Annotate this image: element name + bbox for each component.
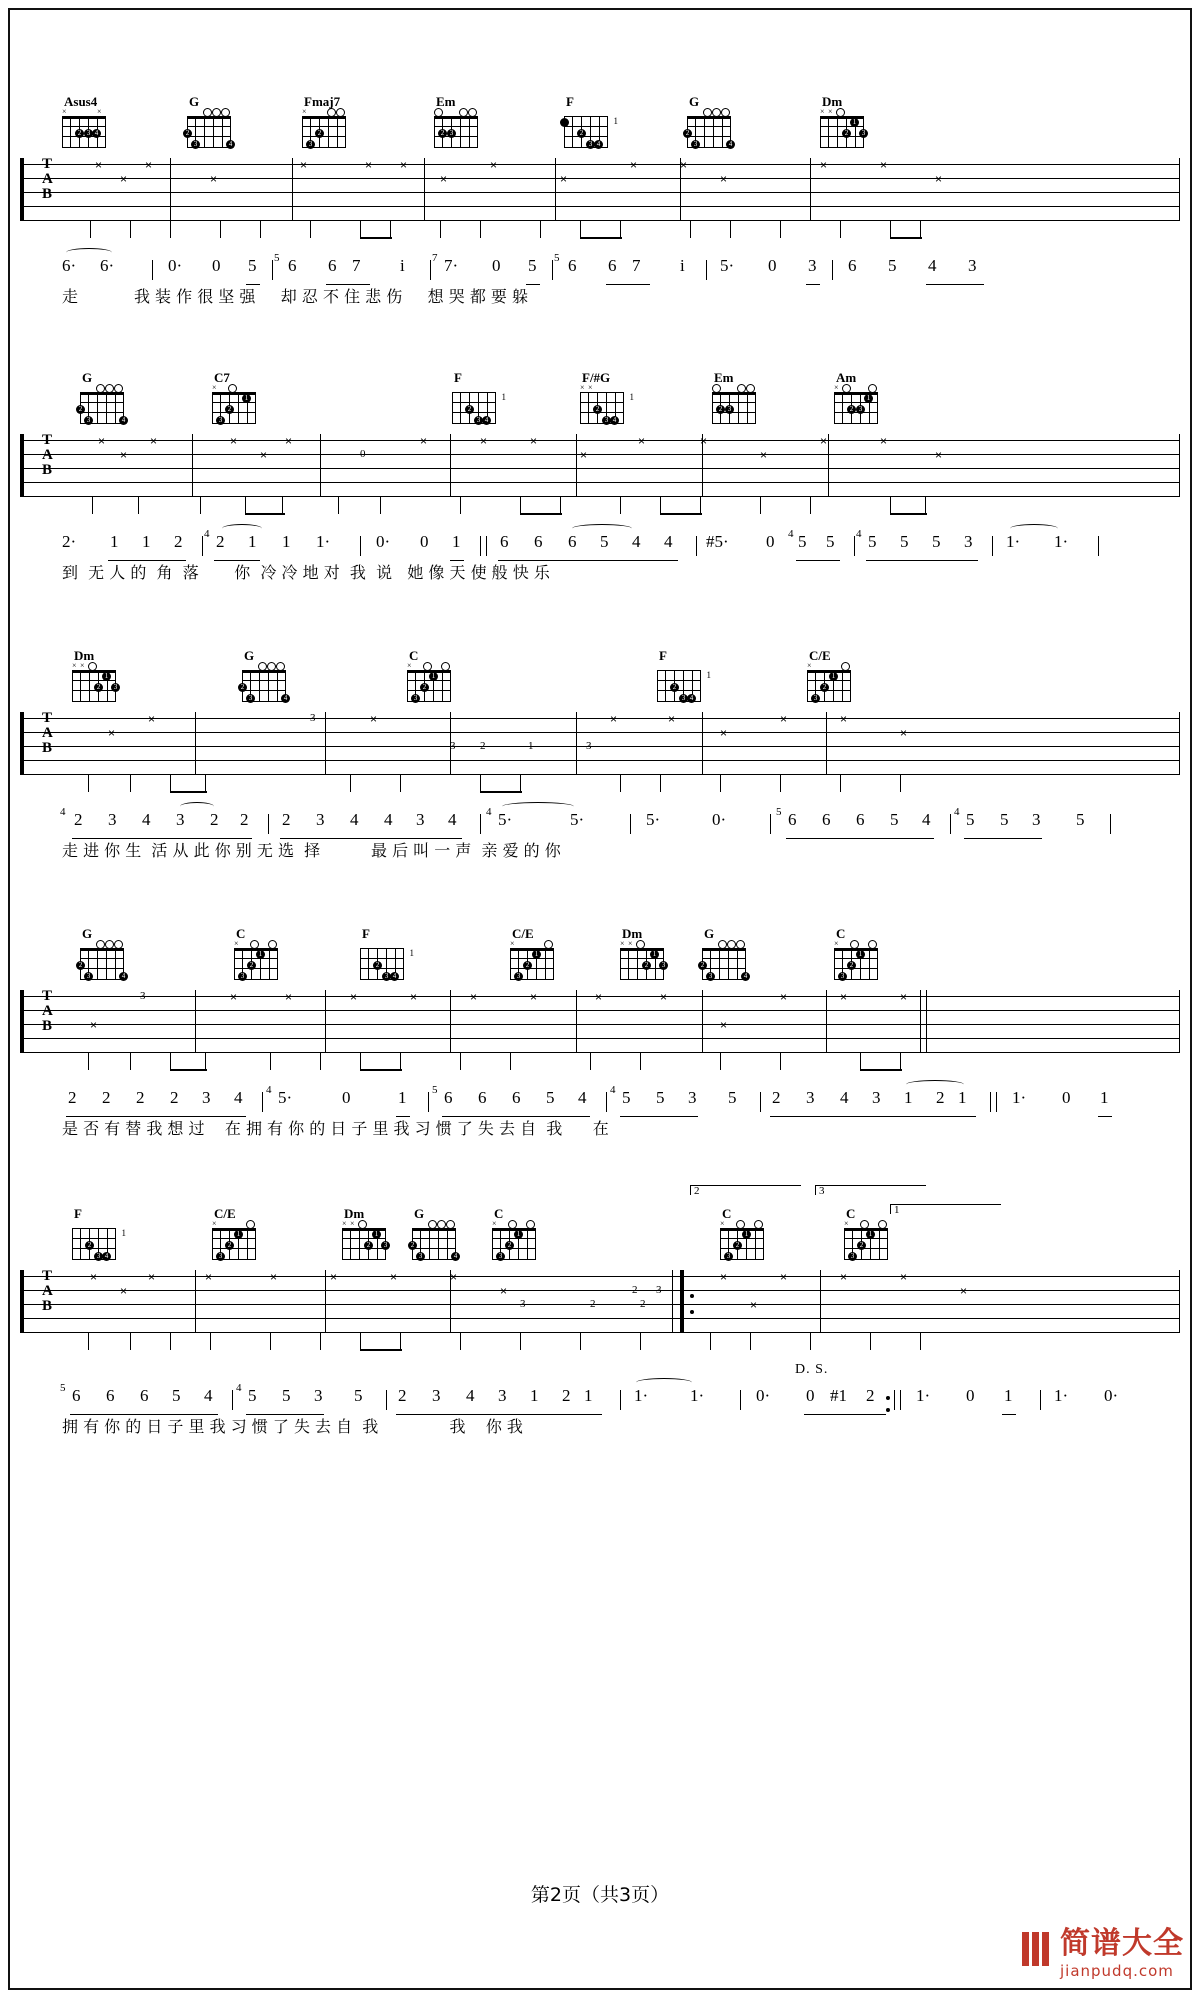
fretboard-diagram: × × 1 2 3: [342, 1220, 392, 1262]
chord-diagram: [618, 928, 688, 982]
melody-and-lyrics-row: [0, 1082, 1200, 1156]
fretboard-diagram: × 1 2 3: [407, 662, 457, 704]
melody-and-lyrics-row: [0, 1380, 1200, 1454]
ending-1-label: 1: [894, 1204, 900, 1216]
chord-diagram: [700, 928, 770, 982]
fretboard-diagram: 1 2 3 4: [360, 940, 410, 982]
repeat-dot: [690, 1294, 694, 1298]
fretboard-diagram: × × 2 3 4: [62, 108, 112, 150]
fretboard-diagram: × 1 2 3: [212, 384, 262, 426]
chord-diagram: [70, 650, 140, 704]
page-footer: 第2页（共3页）: [530, 1884, 670, 1906]
watermark-title: 简谱大全: [1060, 1926, 1184, 1961]
fretboard-diagram: 2 3 4: [242, 662, 292, 704]
chord-name: Em: [436, 94, 456, 109]
fretboard-diagram: × × 1 2 3: [72, 662, 122, 704]
chord-name: C/E: [214, 1206, 236, 1221]
system-3: [0, 650, 1200, 878]
system-2: [0, 372, 1200, 600]
system-1: [0, 96, 1200, 324]
chord-diagram: [710, 372, 780, 426]
ds-marking: D. S.: [795, 1362, 829, 1377]
watermark-url: jianpudq.com: [1060, 1962, 1174, 1980]
chord-diagram: [562, 96, 632, 150]
lyrics-line: 走 我 装 作 很 坚 强 却 忍 不 住 悲 伤 想 哭 都 要 躲: [62, 287, 529, 306]
tab-staff: T A B × × 3 × 3 2 1 3 × × × × × ×: [0, 712, 1200, 804]
chord-diagram: [185, 96, 255, 150]
fretboard-diagram: × × 1 2 3 4: [580, 383, 634, 424]
chord-diagram-row: [0, 372, 1200, 434]
chord-name: F: [566, 94, 574, 109]
numbered-notation: 6· 6· 0· 0 5 5 6 6 7 i 7 7· 0 5 5 6 6 7 i 5· 0 3 6 5 4 3: [0, 256, 1200, 286]
chord-diagram-row: [0, 928, 1200, 990]
chord-name: G: [244, 648, 255, 663]
piano-logo-icon: [1022, 1932, 1052, 1966]
chord-diagram: [685, 96, 755, 150]
chord-name: C/E: [512, 926, 534, 941]
chord-diagram: [490, 1208, 560, 1262]
chord-diagram: [232, 928, 302, 982]
chord-diagram: [818, 96, 888, 150]
fretboard-diagram: 2 3 4: [687, 108, 737, 150]
chord-diagram: [70, 1208, 140, 1262]
ending-2-bracket: [690, 1185, 801, 1195]
fretboard-diagram: × 1 2 3: [510, 940, 560, 982]
chord-diagram: [60, 96, 130, 150]
chord-name: C/E: [809, 648, 831, 663]
fretboard-diagram: × 1 2 3: [807, 662, 857, 704]
tab-staff: T A B 3 × × × × × × × × × × × × ×: [0, 990, 1200, 1082]
chord-name: G: [82, 370, 93, 385]
chord-name: G: [189, 94, 200, 109]
numbered-notation: 2 2 2 2 3 4 4 5· 0 1 5 6 6 6 5 4 4 5 5 3 5 2 3 4 3 1 2 1 1· 0 1: [0, 1088, 1200, 1118]
fretboard-diagram: 1 2 3 4: [452, 384, 502, 426]
chord-diagram: [210, 1208, 280, 1262]
melody-and-lyrics-row: [0, 804, 1200, 878]
fretboard-diagram: × × 1 2 3: [820, 108, 870, 150]
tab-letter-b: B: [42, 740, 53, 756]
chord-name: Am: [836, 370, 857, 385]
chord-diagram: [240, 650, 310, 704]
tab-letter-t: T: [42, 1268, 53, 1284]
fretboard-diagram: × 1 2 3: [844, 1220, 894, 1262]
chord-name: Asus4: [64, 94, 98, 109]
fretboard-diagram: × 1 2 3: [212, 1220, 262, 1262]
chord-name: F/#G: [582, 370, 611, 385]
fretboard-diagram: 1 2 3 4: [72, 1220, 122, 1262]
chord-name: F: [659, 648, 667, 663]
chord-diagram: [405, 650, 475, 704]
tab-letter-b: B: [42, 186, 53, 202]
fretboard-diagram: × 1 2 3: [234, 940, 284, 982]
numbered-notation: 5 6 6 6 5 4 4 5 5 3 5 2 3 4 3 1 2 1 1· 1· 0· 0 #1 2 1· 0 1 1· 0·: [0, 1386, 1200, 1416]
chord-diagram: [210, 372, 280, 426]
ending-1-bracket: [890, 1204, 1001, 1214]
lyrics-line: 走 进 你 生 活 从 此 你 别 无 选 择 最 后 叫 一 声 亲 爱 的 你: [62, 841, 561, 860]
tab-letter-a: A: [42, 447, 53, 463]
fretboard-diagram: × 1 2 3: [834, 940, 884, 982]
tab-letter-a: A: [42, 725, 53, 741]
tab-letter-a: A: [42, 1003, 53, 1019]
melody-and-lyrics-row: [0, 250, 1200, 324]
fretboard-diagram: × 1 2 3: [492, 1220, 542, 1262]
chord-name: C: [846, 1206, 856, 1221]
chord-name: F: [454, 370, 462, 385]
fretboard-diagram: 1 2 3 4: [564, 108, 614, 150]
chord-diagram-row: [0, 1204, 1200, 1270]
chord-name: Fmaj7: [304, 94, 341, 109]
tab-letter-b: B: [42, 1018, 53, 1034]
chord-diagram: [718, 1208, 788, 1262]
tab-letter-t: T: [42, 432, 53, 448]
melody-and-lyrics-row: [0, 526, 1200, 600]
fretboard-diagram: × 1 2 3: [720, 1220, 770, 1262]
chord-name: Dm: [622, 926, 643, 941]
chord-diagram: [508, 928, 578, 982]
chord-name: Em: [714, 370, 734, 385]
tab-letter-a: A: [42, 1283, 53, 1299]
chord-name: C: [236, 926, 246, 941]
lyrics-line: 是 否 有 替 我 想 过 在 拥 有 你 的 日 子 里 我 习 惯 了 失 去 自 我 在: [62, 1119, 609, 1138]
fretboard-diagram: 1 2 3 4: [657, 662, 707, 704]
chord-name: Dm: [344, 1206, 365, 1221]
tab-letter-t: T: [42, 156, 53, 172]
tab-letter-a: A: [42, 171, 53, 187]
chord-diagram: [450, 372, 520, 426]
chord-diagram-row: [0, 650, 1200, 712]
chord-diagram: [340, 1208, 410, 1262]
fretboard-diagram: 2 3: [712, 384, 762, 426]
fretboard-diagram: 2 3 4: [80, 384, 130, 426]
chord-diagram: [300, 96, 370, 150]
chord-name: C: [722, 1206, 732, 1221]
ending-3-label: 3: [819, 1185, 825, 1197]
chord-diagram: [358, 928, 428, 982]
chord-name: G: [82, 926, 93, 941]
tab-letter-b: B: [42, 1298, 53, 1314]
chord-name: Dm: [822, 94, 843, 109]
system-4: [0, 928, 1200, 1156]
chord-diagram: [78, 372, 148, 426]
tab-letter-b: B: [42, 462, 53, 478]
ending-3-bracket: [815, 1185, 926, 1195]
chord-diagram-row: [0, 96, 1200, 158]
chord-name: C: [836, 926, 846, 941]
chord-name: G: [704, 926, 715, 941]
tab-staff: T A B × × × × × × × × 3 2 2 2 3 × × × × × × × D. S.: [0, 1270, 1200, 1362]
chord-diagram: [655, 650, 725, 704]
repeat-dot: [690, 1310, 694, 1314]
chord-name: F: [362, 926, 370, 941]
chord-name: C: [409, 648, 419, 663]
numbered-notation: 2· 1 1 2 4 2 1 1 1· 0· 0 1 6 6 6 5 4 4 #5· 0 4 5 5 4 5 5 5 3 1· 1·: [0, 532, 1200, 562]
tab-letter-t: T: [42, 988, 53, 1004]
chord-name: Dm: [74, 648, 95, 663]
fretboard-diagram: × 1 2 3: [834, 384, 884, 426]
lyrics-line: 到 无 人 的 角 落 你 冷 冷 地 对 我 说 她 像 天 使 般 快 乐: [62, 563, 550, 582]
system-5: [0, 1204, 1200, 1454]
chord-name: G: [689, 94, 700, 109]
chord-diagram: [410, 1208, 480, 1262]
fretboard-diagram: × 2 3: [302, 108, 352, 150]
chord-name: C7: [214, 370, 230, 385]
tab-staff: T A B × × × × × × 0 × × × × × × × × × ×: [0, 434, 1200, 526]
tab-letter-t: T: [42, 710, 53, 726]
chord-name: C: [494, 1206, 504, 1221]
tab-staff: T A B × × × × × × × × × × × × × × × ×: [0, 158, 1200, 250]
chord-diagram: [832, 372, 902, 426]
fretboard-diagram: 2 3 4: [187, 108, 237, 150]
ending-2-label: 2: [694, 1185, 700, 1197]
chord-name: G: [414, 1206, 425, 1221]
chord-diagram: [805, 650, 875, 704]
chord-diagram: [832, 928, 902, 982]
chord-diagram: [432, 96, 502, 150]
lyrics-line: 拥 有 你 的 日 子 里 我 习 惯 了 失 去 自 我 我 你 我: [62, 1417, 523, 1436]
chord-diagram: [578, 372, 648, 426]
fretboard-diagram: 2 3 4: [412, 1220, 462, 1262]
chord-diagram: [842, 1208, 912, 1262]
chord-name: F: [74, 1206, 82, 1221]
chord-diagram: [78, 928, 148, 982]
watermark: [1022, 1918, 1184, 1980]
fretboard-diagram: 2 3 4: [702, 940, 752, 982]
fretboard-diagram: × × 1 2 3: [620, 940, 670, 982]
fretboard-diagram: 2 3 4: [80, 940, 130, 982]
fretboard-diagram: 2 3: [434, 108, 484, 150]
numbered-notation: 4 2 3 4 3 2 2 2 3 4 4 3 4 4 5· 5· 5· 0· 5 6 6 6 5 4 4 5 5 3 5: [0, 810, 1200, 840]
